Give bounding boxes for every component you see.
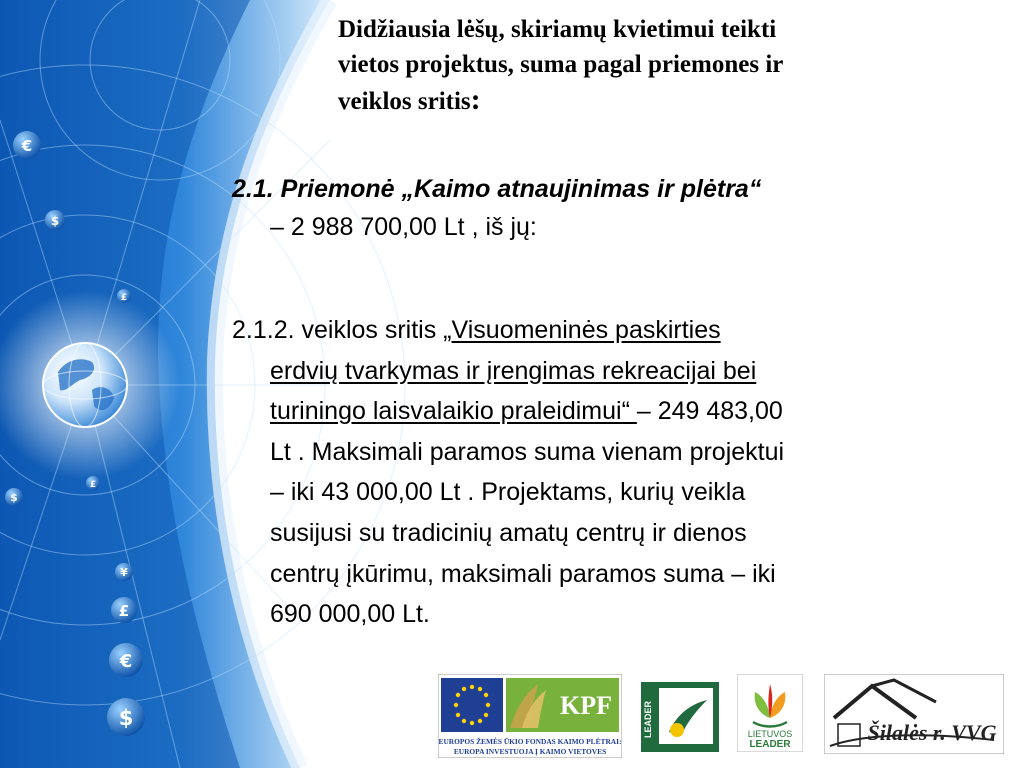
- svg-text:€: €: [21, 137, 33, 155]
- silale-vvg-logo: [824, 674, 1004, 754]
- lt-leader-line-2: LEADER: [749, 739, 791, 750]
- eafrd-caption-2: EUROPA INVESTUOJA Į KAIMO VIETOVES: [453, 747, 607, 756]
- activity-line-7: centrų įkūrimu, maksimali paramos suma – iki: [270, 559, 776, 588]
- activity-amount: – 249 483,00: [636, 397, 783, 426]
- yen-icon: [115, 563, 133, 581]
- eafrd-caption-1: EUROPOS ŽEMĖS ŪKIO FONDAS KAIMO PLĖTRAI:: [438, 737, 622, 746]
- activity-block: [232, 310, 992, 635]
- svg-text:£: £: [89, 480, 97, 490]
- title-line-3: [338, 82, 978, 119]
- activity-line-4: Lt . Maksimali paramos suma vienam projektui: [270, 437, 785, 466]
- eafrd-kpf-logo: [438, 674, 622, 758]
- activity-line-3: [232, 391, 992, 432]
- sponsor-logos: [438, 674, 1008, 758]
- kpf-text: KPF: [560, 691, 612, 720]
- activity-prefix: 2.1.2. veiklos sritis „: [232, 316, 452, 344]
- measure-amount: – 2 988 700,00 Lt , iš jų:: [270, 213, 537, 241]
- activity-line-5: – iki 43 000,00 Lt . Projektams, kurių veikla: [270, 478, 746, 507]
- vvg-name-text: Šilalės r. VVG: [867, 720, 997, 745]
- leader-logo: [639, 680, 721, 754]
- svg-text:€: €: [119, 651, 133, 672]
- activity-line-2: [232, 351, 992, 392]
- slide-title: [338, 12, 978, 119]
- measure-heading: 2.1. Priemonė „Kaimo atnaujinimas ir plėtra“: [232, 175, 762, 203]
- svg-text:$: $: [50, 214, 60, 228]
- title-line-3-text: veiklos sritis: [338, 88, 471, 115]
- euro-icon: [109, 643, 143, 677]
- svg-text:$: $: [118, 706, 134, 730]
- activity-link-part-3[interactable]: turiningo laisvalaikio praleidimui“: [270, 397, 637, 426]
- lt-leader-line-1: LIETUVOS: [747, 729, 793, 739]
- euro-icon: [13, 131, 41, 159]
- svg-text:¥: ¥: [120, 566, 128, 579]
- pound-icon: [111, 597, 137, 623]
- activity-link-part-2[interactable]: erdvių tvarkymas ir įrengimas rekreacijai bei: [270, 356, 757, 385]
- dollar-icon: [107, 698, 145, 736]
- dollar-icon: [5, 488, 23, 506]
- activity-line-6: susijusi su tradicinių amatų centrų ir dienos: [270, 518, 747, 547]
- activity-line-1: [232, 310, 992, 351]
- globe-icon: [43, 343, 127, 427]
- activity-line-8: 690 000,00 Lt.: [270, 600, 430, 629]
- activity-link-part-1[interactable]: Visuomeninės paskirties: [451, 316, 721, 344]
- title-colon: :: [470, 83, 481, 116]
- dollar-icon: [45, 210, 65, 230]
- svg-text:£: £: [120, 293, 128, 303]
- title-line-1: Didžiausia lėšų, skiriamų kvietimui teikti: [338, 16, 777, 43]
- pound-icon: [86, 476, 100, 490]
- leader-vertical-text: LEADER: [643, 700, 653, 738]
- svg-text:£: £: [118, 602, 130, 620]
- measure-block: [232, 170, 992, 246]
- pound-icon: [117, 289, 131, 303]
- svg-text:$: $: [10, 491, 18, 504]
- lithuanian-leader-logo: [737, 674, 803, 752]
- title-line-2: vietos projektus, suma pagal priemones ir: [338, 51, 784, 78]
